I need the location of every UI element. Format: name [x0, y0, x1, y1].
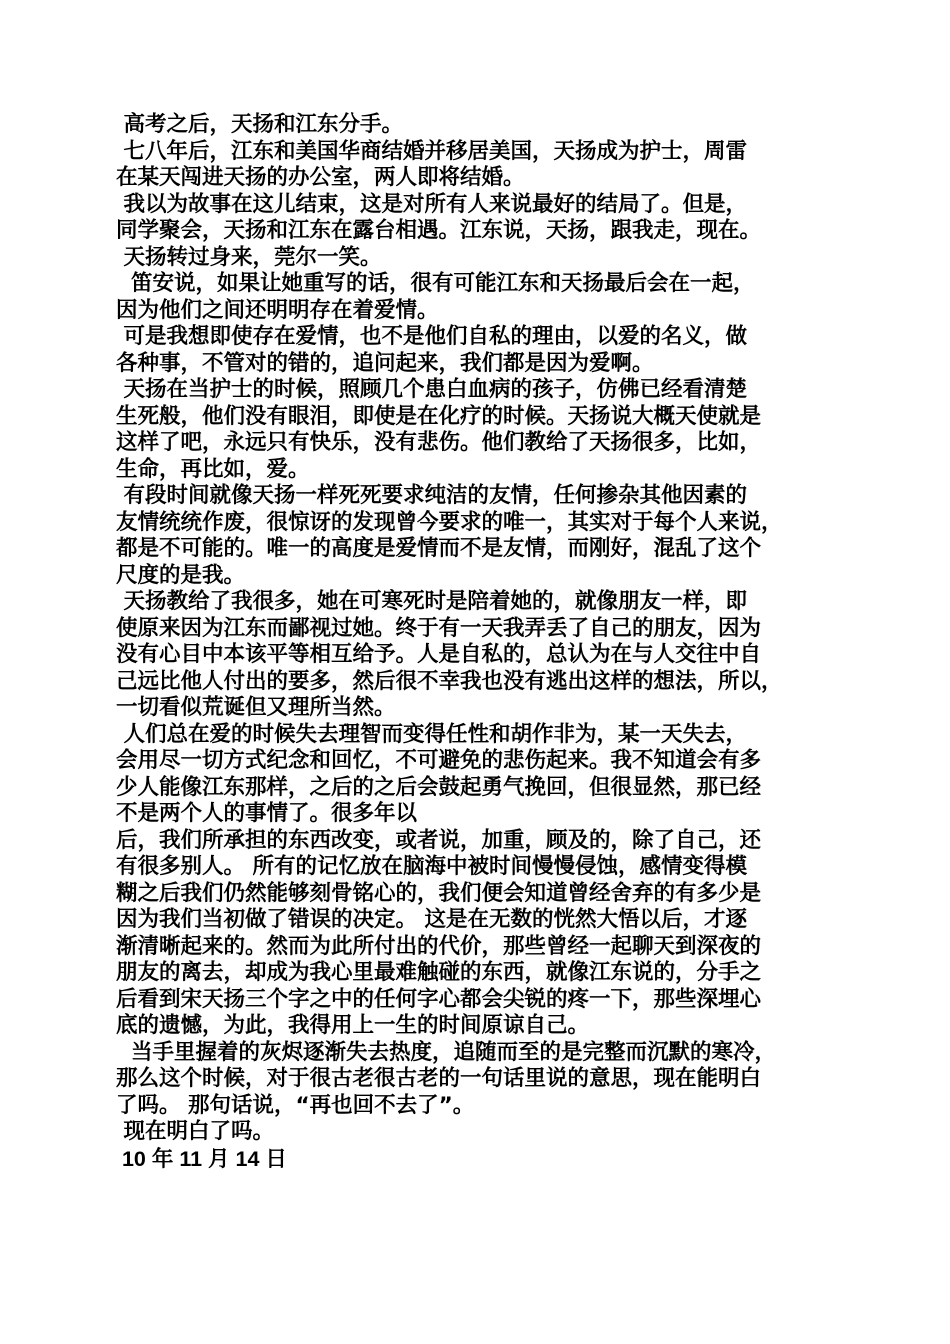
text-line: 会用尽一切方式纪念和回忆，不可避免的悲伤起来。我不知道会有多 [116, 748, 762, 773]
text-line: 天扬转过身来，莞尔一笑。 [116, 244, 382, 270]
text-line: 有很多别人。 所有的记忆放在脑海中被时间慢慢侵蚀，感情变得模 [116, 854, 747, 879]
text-line: 七八年后，江东和美国华商结婚并移居美国，天扬成为护士，周雷 [116, 138, 747, 164]
text-line: 我以为故事在这儿结束，这是对所有人来说最好的结局了。但是， [116, 191, 747, 217]
text-line: 在某天闯进天扬的办公室，两人即将结婚。 [116, 165, 525, 190]
text-line: 友情统统作废，很惊讶的发现曾今要求的唯一，其实对于每个人来说， [116, 509, 783, 535]
text-line: 人们总在爱的时候失去理智而变得任性和胡作非为，某一天失去， [116, 721, 747, 747]
document-body [116, 112, 846, 1172]
text-line: 可是我想即使存在爱情，也不是他们自私的理由，以爱的名义，做 [116, 324, 747, 349]
text-line: 都是不可能的。唯一的高度是爱情而不是友情，而刚好，混乱了这个 [116, 536, 762, 561]
text-line: 己远比他人付出的要多，然后很不幸我也没有逃出这样的想法，所以， [116, 668, 783, 694]
text-line: 糊之后我们仍然能够刻骨铭心的，我们便会知道曾经舍弃的有多少是 [116, 880, 762, 906]
text-line: 高考之后，天扬和江东分手。 [116, 112, 403, 137]
text-line: 后，我们所承担的东西改变，或者说，加重，顾及的，除了自己，还 [116, 827, 762, 853]
text-line: 因为他们之间还明明存在着爱情。 [116, 297, 439, 323]
text-line: 天扬在当护士的时候，照顾几个患白血病的孩子，仿佛已经看清楚 [116, 377, 747, 402]
text-line: 因为我们当初做了错误的决定。 这是在无数的恍然大悟以后，才逐 [116, 907, 747, 932]
text-line: 了吗。 那句话说，“再也回不去了”。 [116, 1092, 475, 1118]
text-line: 渐清晰起来的。然而为此所付出的代价，那些曾经一起聊天到深夜的 [116, 933, 762, 959]
text-line: 那么这个时候，对于很古老很古老的一句话里说的意思，现在能明白 [116, 1066, 762, 1091]
text-line: 生命，再比如，爱。 [116, 456, 310, 482]
text-line: 不是两个人的事情了。很多年以 [116, 801, 418, 826]
text-line: 底的遗憾，为此，我得用上一生的时间原谅自己。 [116, 1013, 590, 1038]
text-line: 这样了吧，永远只有快乐，没有悲伤。他们教给了天扬很多，比如， [116, 430, 762, 455]
text-line: 现在明白了吗。 [116, 1119, 274, 1144]
text-line: 少人能像江东那样，之后的之后会鼓起勇气挽回，但很显然，那已经 [116, 774, 762, 800]
text-line: 生死般，他们没有眼泪，即使是在化疗的时候。天扬说大概天使就是 [116, 403, 762, 429]
text-line: 同学聚会，天扬和江东在露台相遇。江东说，天扬，跟我走，现在。 [116, 218, 762, 243]
text-line: 后看到宋天扬三个字之中的任何字心都会尖锐的疼一下，那些深埋心 [116, 986, 762, 1012]
text-line: 当手里握着的灰烬逐渐失去热度，追随而至的是完整而沉默的寒冷， [116, 1039, 776, 1065]
text-line: 各种事，不管对的错的，追问起来，我们都是因为爱啊。 [116, 350, 654, 376]
text-line: 有段时间就像天扬一样死死要求纯洁的友情，任何掺杂其他因素的 [116, 483, 747, 508]
text-line: 朋友的离去，却成为我心里最难触碰的东西，就像江东说的，分手之 [116, 960, 762, 985]
text-line: 尺度的是我。 [116, 562, 246, 588]
text-line: 一切看似荒诞但又理所当然。 [116, 695, 396, 720]
document-date: 10 年 11 月 14 日 [116, 1146, 287, 1171]
text-line: 使原来因为江东而鄙视过她。终于有一天我弄丢了自己的朋友，因为 [116, 615, 762, 641]
text-line: 没有心目中本该平等相互给予。人是自私的，总认为在与人交往中自 [116, 642, 762, 667]
text-line: 笛安说，如果让她重写的话，很有可能江东和天扬最后会在一起， [116, 271, 755, 296]
text-line: 天扬教给了我很多，她在可寒死时是陪着她的，就像朋友一样，即 [116, 589, 747, 614]
